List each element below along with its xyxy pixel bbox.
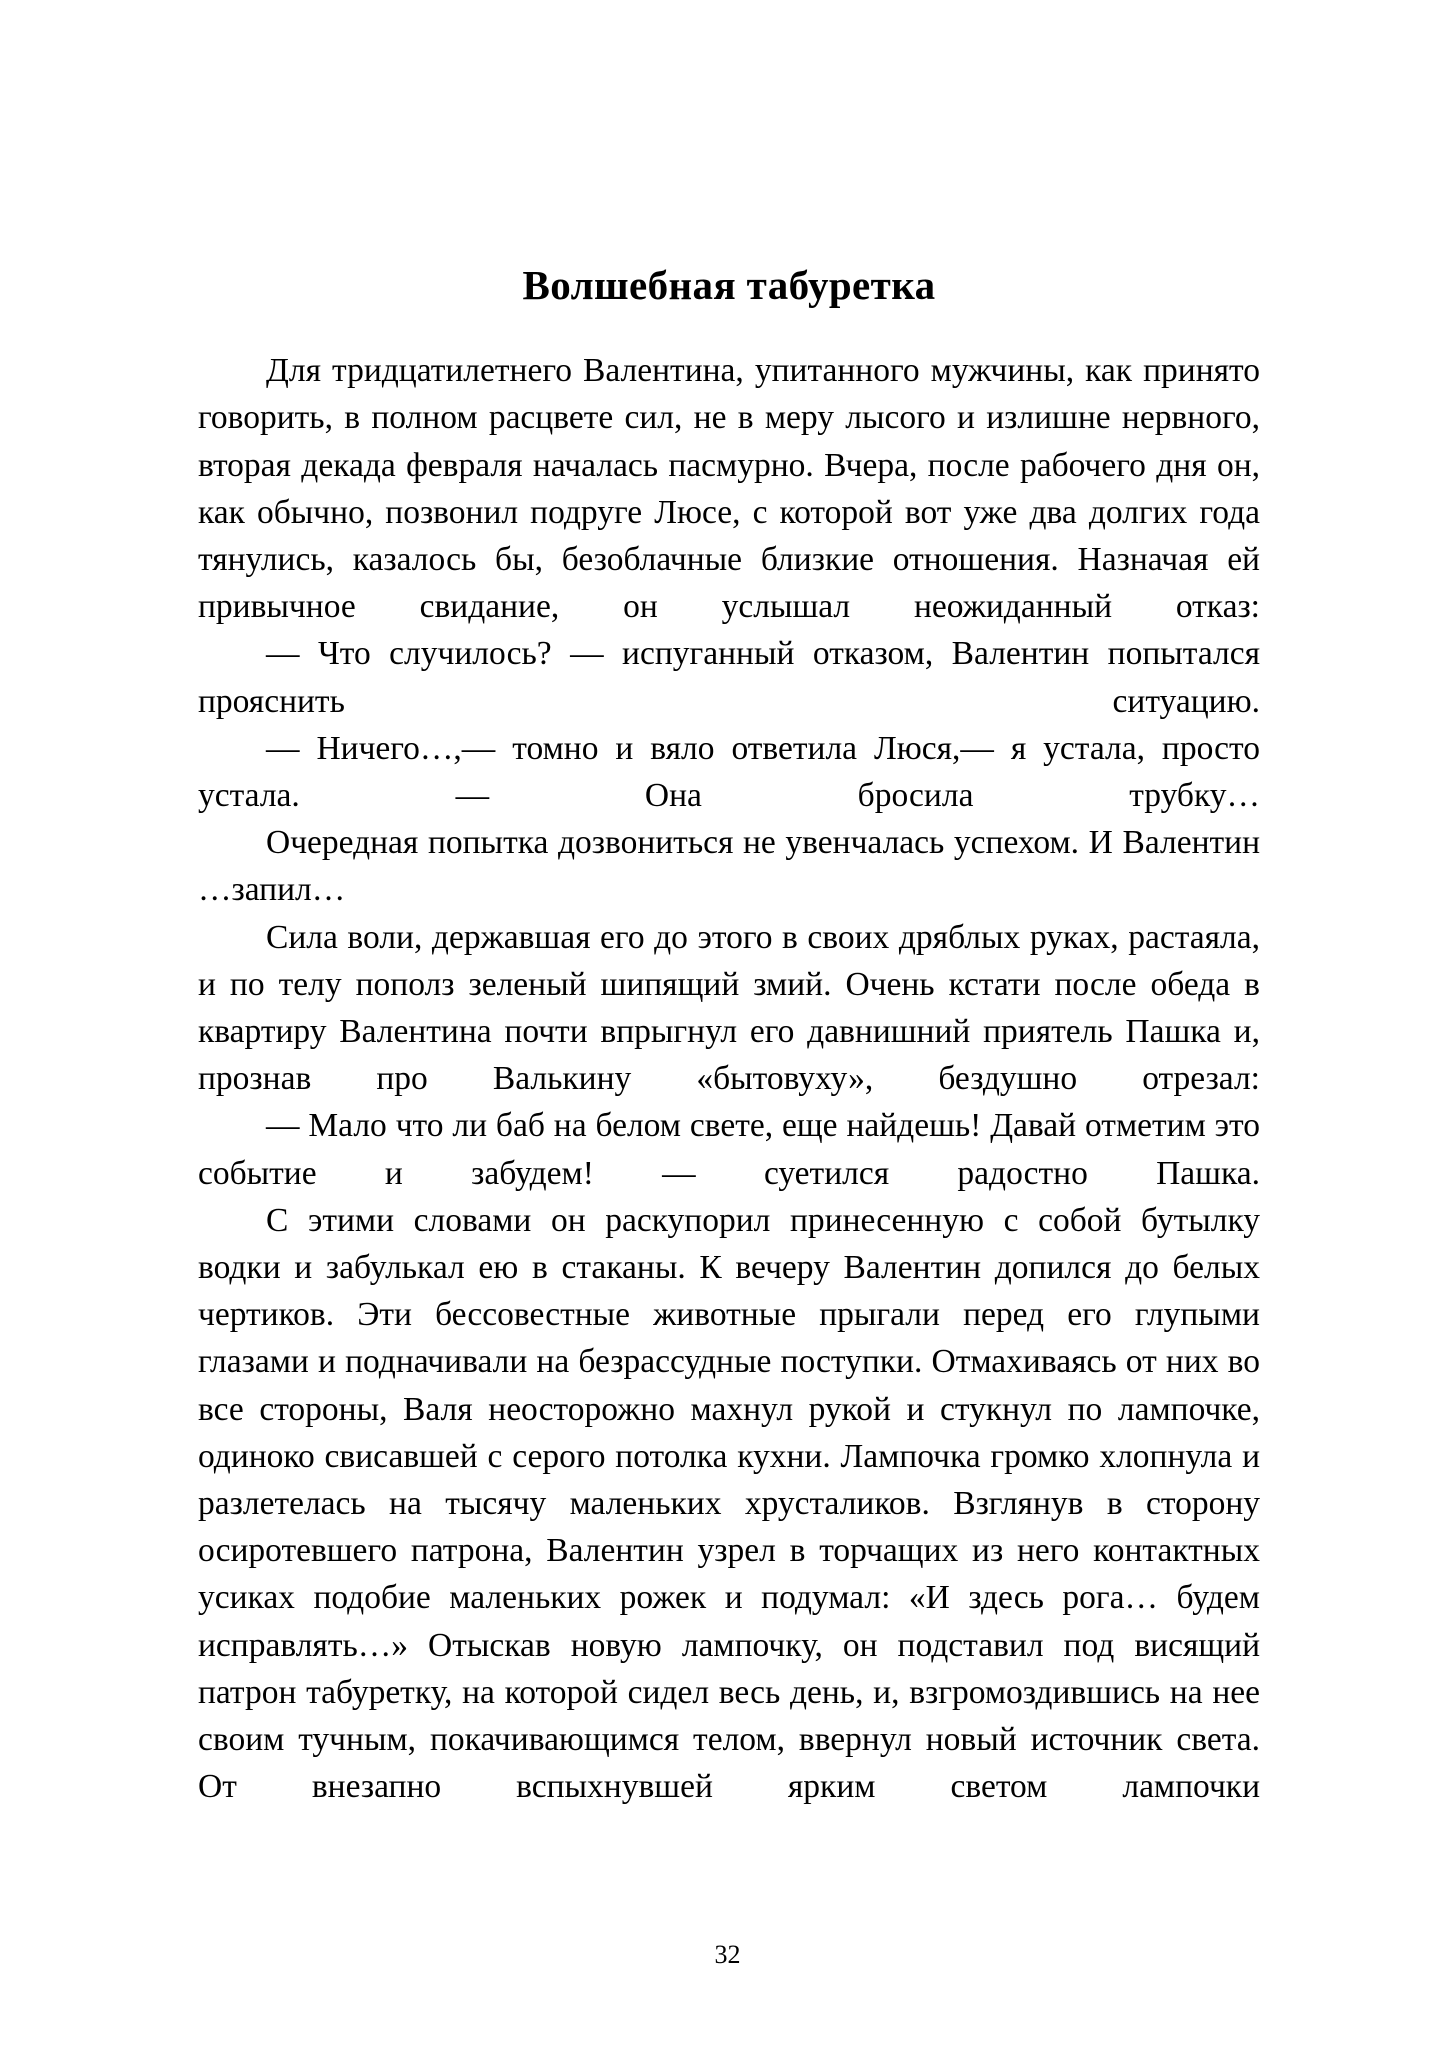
paragraph-4: Очередная попытка дозвониться не увенчалась успехом. И Валентин …запил… [198,824,1260,909]
page-content [198,262,1260,1810]
paragraph-6: — Мало что ли баб на белом свете, еще найдешь! Давай отметим это событие и забудем! — суетился радостно Пашка. [198,1107,1260,1192]
page-title: Волшебная табуретка [522,262,936,308]
paragraph-3: — Ничего…,— томно и вяло ответила Люся,— я устала, просто устала. — Она бросила трубку… [198,729,1260,814]
paragraph-2: — Что случилось? — испуганный отказом, Валентин попытался прояснить ситуацию. [198,635,1260,720]
page-number: 32 [714,1940,741,1969]
paragraph-1: Для тридцатилетнего Валентина, упитанного мужчины, как принято говорить, в полном расцвете сил, не в меру лысого и излишне нервного, вторая декада февраля началась пасмурно. Вчера, после рабочего дня он, как обычно, позвонил подруге Люсе, с которой вот уже два долгих года тянулись, казалось бы, безоблачные близкие отношения. Назначая ей привычное свидание, он услышал неожиданный отказ: [198,352,1260,626]
paragraph-7: С этими словами он раскупорил принесенную с собой бутылку водки и забулькал ею в стаканы. К вечеру Валентин допился до белых чертиков. Эти бессовестные животные прыгали перед его глупыми глазами и подначивали на безрассудные поступки. Отмахиваясь от них во все стороны, Валя неосторожно махнул рукой и стукнул по лампочке, одиноко свисавшей с серого потолка кухни. Лампочка громко хлопнула и разлетелась на тысячу маленьких хрусталиков. Взглянув в сторону осиротевшего патрона, Валентин узрел в торчащих из него контактных усиках подобие маленьких рожек и подумал: «И здесь рога… будем исправлять…» Отыскав новую лампочку, он подставил под висящий патрон табуретку, на которой сидел весь день, и, взгромоздившись на нее своим тучным, покачивающимся телом, ввернул новый источник света. От внезапно вспыхнувшей ярким светом лампочки [198,1201,1260,1806]
paragraph-5: Сила воли, державшая его до этого в своих дряблых руках, растаяла, и по телу пополз зеленый шипящий змий. Очень кстати после обеда в квартиру Валентина почти впрыгнул его давнишний приятель Пашка и, прознав про Валькину «бытовуху», бездушно отрезал: [198,918,1260,1098]
